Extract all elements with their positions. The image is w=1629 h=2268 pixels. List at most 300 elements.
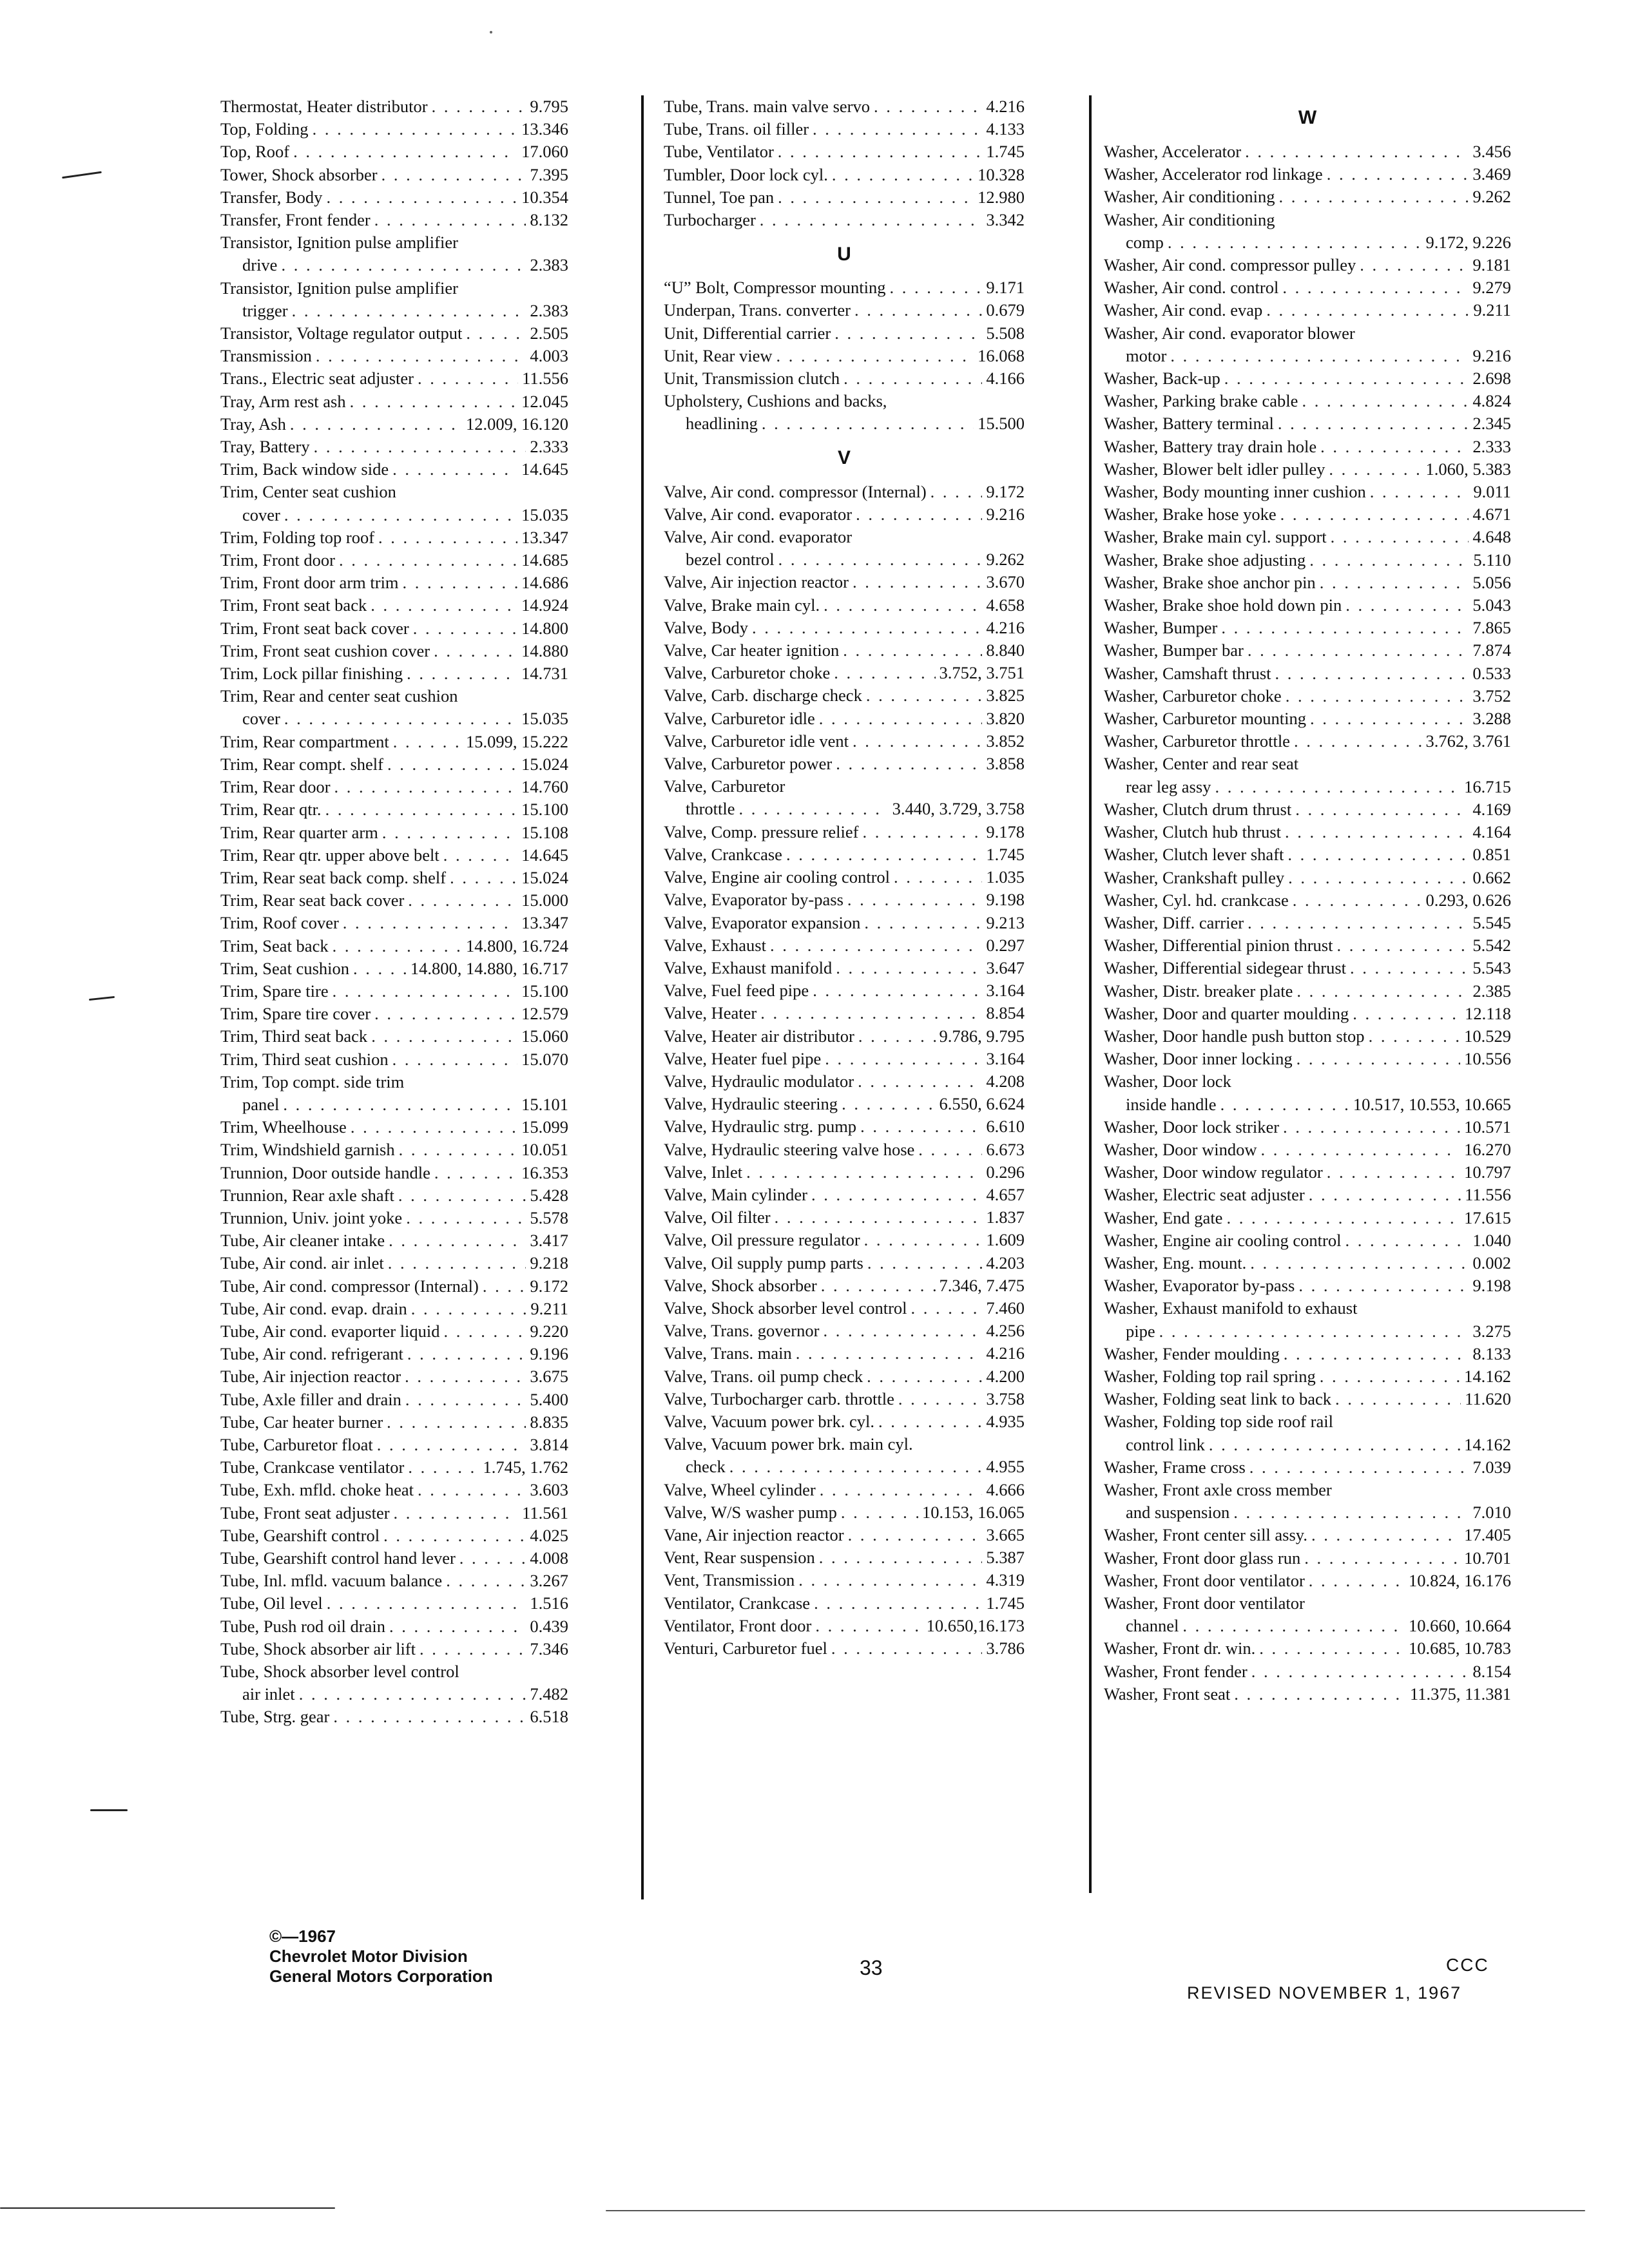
index-entry	[220, 1389, 568, 1411]
entry-page-ref: 17.405	[1464, 1525, 1511, 1545]
index-entry	[1104, 1320, 1511, 1343]
dot-leader	[843, 367, 982, 390]
entry-label: Washer, Accelerator rod linkage	[1104, 164, 1323, 184]
entry-page-ref: 1.745	[986, 844, 1025, 864]
entry-label: “U” Bolt, Compressor mounting	[664, 278, 886, 298]
entry-label: Valve, Trans. oil pump check	[664, 1366, 863, 1386]
dot-leader	[842, 1093, 935, 1115]
index-entry	[664, 1501, 1025, 1524]
entry-label: Washer, Folding seat link to back	[1104, 1389, 1332, 1409]
index-entry	[1104, 526, 1511, 548]
entry-label: Tube, Gearshift control hand lever	[220, 1548, 456, 1568]
entry-page-ref: 3.647	[986, 957, 1025, 977]
entry-page-ref: 2.333	[1472, 436, 1511, 456]
entry-label: Underpan, Trans. converter	[664, 300, 851, 320]
dot-leader	[411, 1298, 527, 1320]
index-entry	[220, 822, 568, 844]
entry-page-ref: 2.698	[1472, 369, 1511, 389]
entry-page-ref: 4.166	[986, 369, 1025, 389]
index-entry	[1104, 1184, 1511, 1206]
index-entry	[664, 821, 1025, 843]
entry-label: Washer, Clutch drum thrust	[1104, 799, 1292, 819]
entry-page-ref: 4.319	[986, 1570, 1025, 1590]
dot-leader	[831, 1637, 983, 1660]
dot-leader	[1220, 1093, 1349, 1116]
index-entry	[1104, 912, 1511, 934]
dot-leader	[729, 1456, 983, 1478]
dot-leader	[1288, 867, 1469, 889]
entry-page-ref: 16.270	[1464, 1139, 1511, 1159]
dot-leader	[407, 662, 517, 685]
entry-label: Transmission	[220, 346, 312, 366]
index-entry	[220, 1275, 568, 1298]
copyright-year: ©—1967	[269, 1927, 336, 1946]
entry-page-ref: 15.101	[521, 1094, 568, 1114]
dot-leader	[418, 367, 518, 390]
entry-page-ref: 4.208	[986, 1071, 1025, 1091]
index-column-3	[1104, 95, 1511, 1706]
dot-leader	[405, 1365, 526, 1388]
dot-leader	[739, 798, 889, 820]
dot-leader	[1309, 549, 1469, 572]
entry-page-ref: 9.011	[1473, 482, 1511, 502]
dot-leader	[1327, 1161, 1460, 1184]
entry-label: inside handle	[1126, 1094, 1217, 1114]
entry-page-ref: 4.216	[986, 1343, 1025, 1363]
index-entry	[1104, 889, 1511, 912]
entry-page-ref: 9.172	[530, 1276, 568, 1296]
entry-label: Washer, Body mounting inner cushion	[1104, 482, 1366, 502]
dot-leader	[459, 1547, 526, 1570]
dot-leader	[824, 594, 982, 617]
index-entry	[220, 345, 568, 367]
dot-leader	[860, 1115, 982, 1138]
entry-page-ref: 3.603	[530, 1480, 568, 1500]
entry-label: Tube, Carburetor float	[220, 1434, 373, 1454]
entry-page-ref: 9.171	[986, 278, 1025, 298]
dot-leader	[406, 1207, 526, 1229]
margin-punch-mark	[62, 171, 102, 179]
index-entry	[220, 1320, 568, 1343]
index-entry	[220, 731, 568, 753]
entry-label: Washer, Carburetor mounting	[1104, 709, 1306, 729]
index-entry	[664, 957, 1025, 979]
entry-page-ref: 14.800, 14.880, 16.717	[410, 958, 568, 978]
dot-leader	[1287, 843, 1469, 866]
index-entry	[220, 1229, 568, 1252]
entry-label: Washer, Frame cross	[1104, 1457, 1246, 1477]
index-entry	[220, 1093, 568, 1116]
dot-leader	[350, 390, 518, 413]
dot-leader	[392, 458, 517, 481]
index-entry	[664, 412, 1025, 435]
entry-label: Ventilator, Front door	[664, 1615, 812, 1635]
index-entry	[1104, 1524, 1511, 1546]
entry-label: Trim, Front seat back	[220, 595, 367, 615]
entry-page-ref: 0.002	[1472, 1253, 1511, 1273]
entry-label: Valve, Evaporator expansion	[664, 912, 861, 932]
index-entry	[220, 1116, 568, 1139]
entry-label: Washer, Engine air cooling control	[1104, 1230, 1342, 1250]
dot-leader	[407, 1343, 526, 1365]
dot-leader	[292, 300, 526, 322]
index-entry	[664, 1615, 1025, 1637]
entry-page-ref: 3.665	[986, 1524, 1025, 1544]
entry-label: Washer, Diff. carrier	[1104, 912, 1244, 932]
dot-leader	[325, 798, 518, 821]
index-entry	[664, 186, 1025, 209]
index-entry-heading: Washer, Folding top side roof rail	[1104, 1412, 1333, 1432]
index-entry	[664, 164, 1025, 186]
entry-label: Tunnel, Toe pan	[664, 187, 775, 207]
entry-label: Tube, Air cond. refrigerant	[220, 1344, 403, 1364]
entry-label: Washer, Front door glass run	[1104, 1548, 1301, 1568]
dot-leader	[848, 1524, 983, 1546]
entry-page-ref: 4.164	[1472, 822, 1511, 842]
index-entry	[220, 254, 568, 276]
index-entry	[220, 95, 568, 118]
index-entry	[220, 458, 568, 481]
entry-page-ref: 15.024	[521, 867, 568, 887]
entry-page-ref: 11.375, 11.381	[1409, 1684, 1511, 1704]
index-entry	[664, 1388, 1025, 1410]
entry-page-ref: 9.220	[530, 1321, 568, 1341]
entry-label: Washer, Evaporator by-pass	[1104, 1276, 1295, 1296]
index-entry	[1104, 707, 1511, 730]
index-entry	[1104, 458, 1511, 481]
entry-page-ref: 10.660, 10.664	[1409, 1616, 1511, 1636]
entry-label: Valve, Body	[664, 617, 749, 637]
dot-leader	[878, 1410, 982, 1433]
dot-leader	[843, 639, 982, 662]
index-entry	[664, 118, 1025, 140]
index-entry	[1104, 1547, 1511, 1570]
entry-label: Washer, Eng. mount.	[1104, 1253, 1247, 1273]
dot-leader	[293, 140, 517, 163]
index-entry	[1104, 1660, 1511, 1683]
index-entry-heading: Washer, Door lock	[1104, 1072, 1231, 1091]
entry-page-ref: 4.200	[986, 1366, 1025, 1386]
entry-label: Tube, Air injection reactor	[220, 1367, 401, 1387]
index-entry-heading: Valve, Vacuum power brk. main cyl.	[664, 1434, 913, 1454]
entry-label: Valve, Carb. discharge check	[664, 686, 862, 706]
index-entry	[1104, 299, 1511, 322]
entry-page-ref: 7.346	[530, 1639, 568, 1658]
entry-page-ref: 3.786	[986, 1639, 1025, 1658]
entry-page-ref: 7.395	[530, 164, 568, 184]
index-entry	[664, 1161, 1025, 1184]
index-entry	[220, 1502, 568, 1524]
entry-page-ref: 10.529	[1464, 1026, 1511, 1046]
entry-label: Valve, W/S washer pump	[664, 1502, 837, 1522]
dot-leader	[778, 186, 974, 209]
index-entry	[1104, 572, 1511, 594]
dot-leader	[930, 481, 983, 503]
dot-leader	[1336, 934, 1469, 957]
index-entry	[220, 707, 568, 730]
entry-label: comp	[1126, 232, 1164, 252]
entry-label: Trunnion, Door outside handle	[220, 1162, 430, 1182]
entry-page-ref: 17.060	[521, 142, 568, 162]
entry-label: Tube, Ventilator	[664, 142, 774, 162]
dot-leader	[313, 118, 518, 140]
entry-page-ref: 4.935	[986, 1411, 1025, 1431]
entry-label: Washer, Folding top rail spring	[1104, 1366, 1316, 1386]
entry-label: Washer, Air cond. compressor pulley	[1104, 255, 1356, 275]
entry-label: Tube, Car heater burner	[220, 1412, 383, 1432]
entry-page-ref: 10.556	[1464, 1049, 1511, 1069]
dot-leader	[383, 1524, 526, 1547]
section-letter: U	[837, 243, 851, 265]
entry-page-ref: 1.745, 1.762	[483, 1457, 568, 1477]
index-entry	[1104, 1683, 1511, 1706]
entry-page-ref: 8.840	[986, 640, 1025, 660]
entry-label: Trim, Windshield garnish	[220, 1140, 395, 1160]
index-entry	[1104, 1456, 1511, 1479]
entry-label: Washer, Brake shoe anchor pin	[1104, 572, 1316, 592]
entry-page-ref: 3.852	[986, 731, 1025, 751]
index-entry	[220, 1411, 568, 1434]
entry-label: Washer, Front seat	[1104, 1684, 1231, 1704]
entry-label: Trim, Front door	[220, 550, 335, 570]
dot-leader	[1182, 1615, 1405, 1637]
index-entry	[1104, 276, 1511, 299]
index-entry	[220, 526, 568, 549]
entry-label: bezel control	[686, 550, 775, 570]
dot-leader	[283, 1093, 517, 1116]
entry-label: air inlet	[242, 1684, 295, 1704]
entry-page-ref: 15.000	[521, 890, 568, 910]
entry-page-ref: 5.400	[530, 1389, 568, 1409]
dot-leader	[1259, 1637, 1405, 1660]
entry-label: Valve, Comp. pressure relief	[664, 822, 859, 841]
entry-page-ref: 1.516	[530, 1593, 568, 1613]
index-entry	[220, 1524, 568, 1547]
revision-date: REVISED NOVEMBER 1, 1967	[1187, 1983, 1462, 2003]
dot-leader	[290, 413, 462, 436]
entry-label: Trim, Rear compartment	[220, 731, 389, 751]
entry-page-ref: 14.924	[521, 595, 568, 615]
entry-page-ref: 15.100	[521, 800, 568, 820]
entry-page-ref: 4.658	[986, 595, 1025, 615]
index-entry	[1104, 1615, 1511, 1637]
index-entry	[220, 322, 568, 345]
entry-page-ref: 7.482	[530, 1684, 568, 1704]
index-entry	[664, 1456, 1025, 1478]
entry-page-ref: 3.752	[1472, 686, 1511, 706]
dot-leader	[419, 1638, 526, 1660]
dot-leader	[408, 889, 517, 912]
entry-page-ref: 8.835	[530, 1412, 568, 1432]
entry-page-ref: 16.715	[1464, 776, 1511, 796]
dot-leader	[443, 844, 517, 867]
entry-page-ref: 3.342	[986, 210, 1025, 230]
dot-leader	[351, 1116, 517, 1139]
entry-page-ref: 3.820	[986, 708, 1025, 728]
index-entry	[1104, 1093, 1511, 1116]
entry-label: Valve, Vacuum power brk. cyl.	[664, 1411, 874, 1431]
entry-page-ref: 4.671	[1472, 505, 1511, 524]
index-entry	[664, 548, 1025, 571]
entry-page-ref: 9.211	[1473, 300, 1511, 320]
dot-leader	[1370, 481, 1470, 503]
entry-page-ref: 14.645	[521, 459, 568, 479]
dot-leader	[1320, 1365, 1460, 1388]
entry-page-ref: 0.293, 0.626	[1425, 890, 1511, 910]
dot-leader	[823, 1320, 982, 1342]
index-entry	[664, 299, 1025, 322]
index-entry	[664, 684, 1025, 707]
entry-label: headlining	[686, 414, 758, 434]
dot-leader	[1278, 412, 1469, 435]
index-entry	[1104, 867, 1511, 889]
entry-label: channel	[1126, 1616, 1179, 1636]
dot-leader	[1283, 1116, 1460, 1139]
dot-leader	[775, 1206, 983, 1229]
dot-leader	[813, 118, 982, 140]
index-entry	[1104, 639, 1511, 662]
index-entry	[1104, 140, 1511, 163]
dot-leader	[1249, 1456, 1469, 1479]
dot-leader	[1280, 503, 1469, 526]
index-entry	[664, 1115, 1025, 1138]
entry-label: and suspension	[1126, 1503, 1230, 1523]
index-entry	[664, 707, 1025, 730]
entry-label: Trim, Third seat back	[220, 1026, 368, 1046]
entry-label: Transistor, Voltage regulator output	[220, 323, 463, 343]
entry-label: Trim, Rear qtr.	[220, 800, 322, 820]
entry-page-ref: 4.955	[986, 1457, 1025, 1477]
index-entry	[220, 1343, 568, 1365]
index-entry-heading: Trim, Center seat cushion	[220, 482, 396, 502]
entry-label: Trim, Seat back	[220, 936, 329, 956]
index-entry	[1104, 1343, 1511, 1365]
dot-leader	[760, 209, 983, 231]
entry-label: Trim, Folding top roof	[220, 527, 375, 547]
entry-page-ref: 4.008	[530, 1548, 568, 1568]
entry-label: Valve, Trans. governor	[664, 1321, 820, 1341]
index-entry	[220, 1252, 568, 1274]
entry-page-ref: 9.216	[986, 504, 1025, 524]
index-entry	[220, 867, 568, 889]
index-entry	[220, 912, 568, 934]
index-entry	[220, 617, 568, 640]
entry-page-ref: 10.571	[1464, 1117, 1511, 1137]
index-entry	[220, 1479, 568, 1501]
entry-label: Washer, Brake shoe adjusting	[1104, 550, 1306, 570]
dot-leader	[1234, 1683, 1406, 1706]
dot-leader	[836, 957, 982, 979]
index-entry	[220, 1547, 568, 1570]
entry-page-ref: 17.615	[1464, 1207, 1511, 1227]
dot-leader	[284, 504, 517, 526]
dot-leader	[1335, 1388, 1461, 1410]
index-entry	[664, 209, 1025, 231]
index-entry	[1104, 367, 1511, 390]
entry-page-ref: 5.545	[1472, 912, 1511, 932]
entry-label: Washer, Bumper bar	[1104, 640, 1244, 660]
section-letter: V	[837, 447, 851, 469]
dot-leader	[1304, 1547, 1460, 1570]
dot-leader	[1168, 231, 1422, 254]
entry-label: Washer, Differential sidegear thrust	[1104, 958, 1347, 978]
index-entry	[664, 1206, 1025, 1229]
bottom-scan-rule	[0, 2207, 335, 2209]
entry-page-ref: 13.346	[521, 119, 568, 139]
entry-label: Ventilator, Crankcase	[664, 1593, 811, 1613]
dot-leader	[381, 164, 526, 186]
entry-page-ref: 14.731	[521, 664, 568, 684]
dot-leader	[1285, 821, 1469, 843]
dot-leader	[1209, 1434, 1460, 1456]
entry-page-ref: 15.035	[521, 505, 568, 524]
index-entry	[220, 504, 568, 526]
index-entry	[664, 95, 1025, 118]
entry-label: Valve, Hydraulic modulator	[664, 1071, 854, 1091]
entry-page-ref: 4.657	[986, 1184, 1025, 1204]
index-entry-heading: Washer, Front axle cross member	[1104, 1479, 1332, 1499]
entry-page-ref: 10.354	[521, 187, 568, 207]
entry-label: Valve, Wheel cylinder	[664, 1479, 816, 1499]
entry-page-ref: 14.685	[521, 550, 568, 570]
dot-leader	[856, 503, 982, 526]
entry-label: Washer, Front center sill assy.	[1104, 1525, 1307, 1545]
page-number: 33	[860, 1956, 883, 1979]
entry-page-ref: 14.800	[521, 618, 568, 638]
index-entry	[664, 503, 1025, 526]
entry-label: Tube, Air cond. evaporter liquid	[220, 1321, 440, 1341]
entry-page-ref: 16.353	[521, 1162, 568, 1182]
entry-label: Tube, Shock absorber air lift	[220, 1639, 416, 1658]
entry-label: Washer, Electric seat adjuster	[1104, 1185, 1305, 1205]
index-entry	[1104, 1434, 1511, 1456]
entry-page-ref: 10.797	[1464, 1162, 1511, 1182]
dot-leader	[1309, 1184, 1461, 1206]
entry-label: Tube, Oil level	[220, 1593, 323, 1613]
dot-leader	[1331, 526, 1469, 548]
entry-page-ref: 3.670	[986, 572, 1025, 592]
index-entry	[1104, 980, 1511, 1003]
entry-page-ref: 15.099	[521, 1117, 568, 1137]
index-entry	[664, 140, 1025, 163]
index-entry	[1104, 1161, 1511, 1184]
entry-label: check	[686, 1457, 726, 1477]
index-entry	[664, 889, 1025, 911]
entry-label: Washer, Brake main cyl. support	[1104, 527, 1327, 547]
entry-page-ref: 3.762, 3.761	[1425, 731, 1511, 751]
index-entry	[664, 322, 1025, 345]
index-entry	[220, 1184, 568, 1207]
index-entry	[664, 1320, 1025, 1342]
entry-page-ref: 0.296	[986, 1162, 1025, 1182]
index-entry	[220, 1365, 568, 1388]
index-entry	[1104, 843, 1511, 866]
entry-page-ref: 9.795	[530, 97, 568, 116]
bottom-scan-rule	[606, 2210, 1585, 2211]
index-entry	[1104, 594, 1511, 617]
dot-leader	[1360, 254, 1469, 276]
index-entry-heading: Washer, Air conditioning	[1104, 209, 1275, 229]
entry-page-ref: 10.701	[1464, 1548, 1511, 1568]
entry-label: Trim, Lock pillar finishing	[220, 664, 403, 684]
entry-page-ref: 8.154	[1472, 1661, 1511, 1681]
entry-page-ref: 14.645	[521, 845, 568, 865]
entry-label: Washer, Differential pinion thrust	[1104, 936, 1333, 956]
index-entry	[664, 753, 1025, 775]
entry-page-ref: 1.745	[986, 1593, 1025, 1613]
entry-page-ref: 5.508	[986, 323, 1025, 343]
index-entry	[220, 1434, 568, 1456]
